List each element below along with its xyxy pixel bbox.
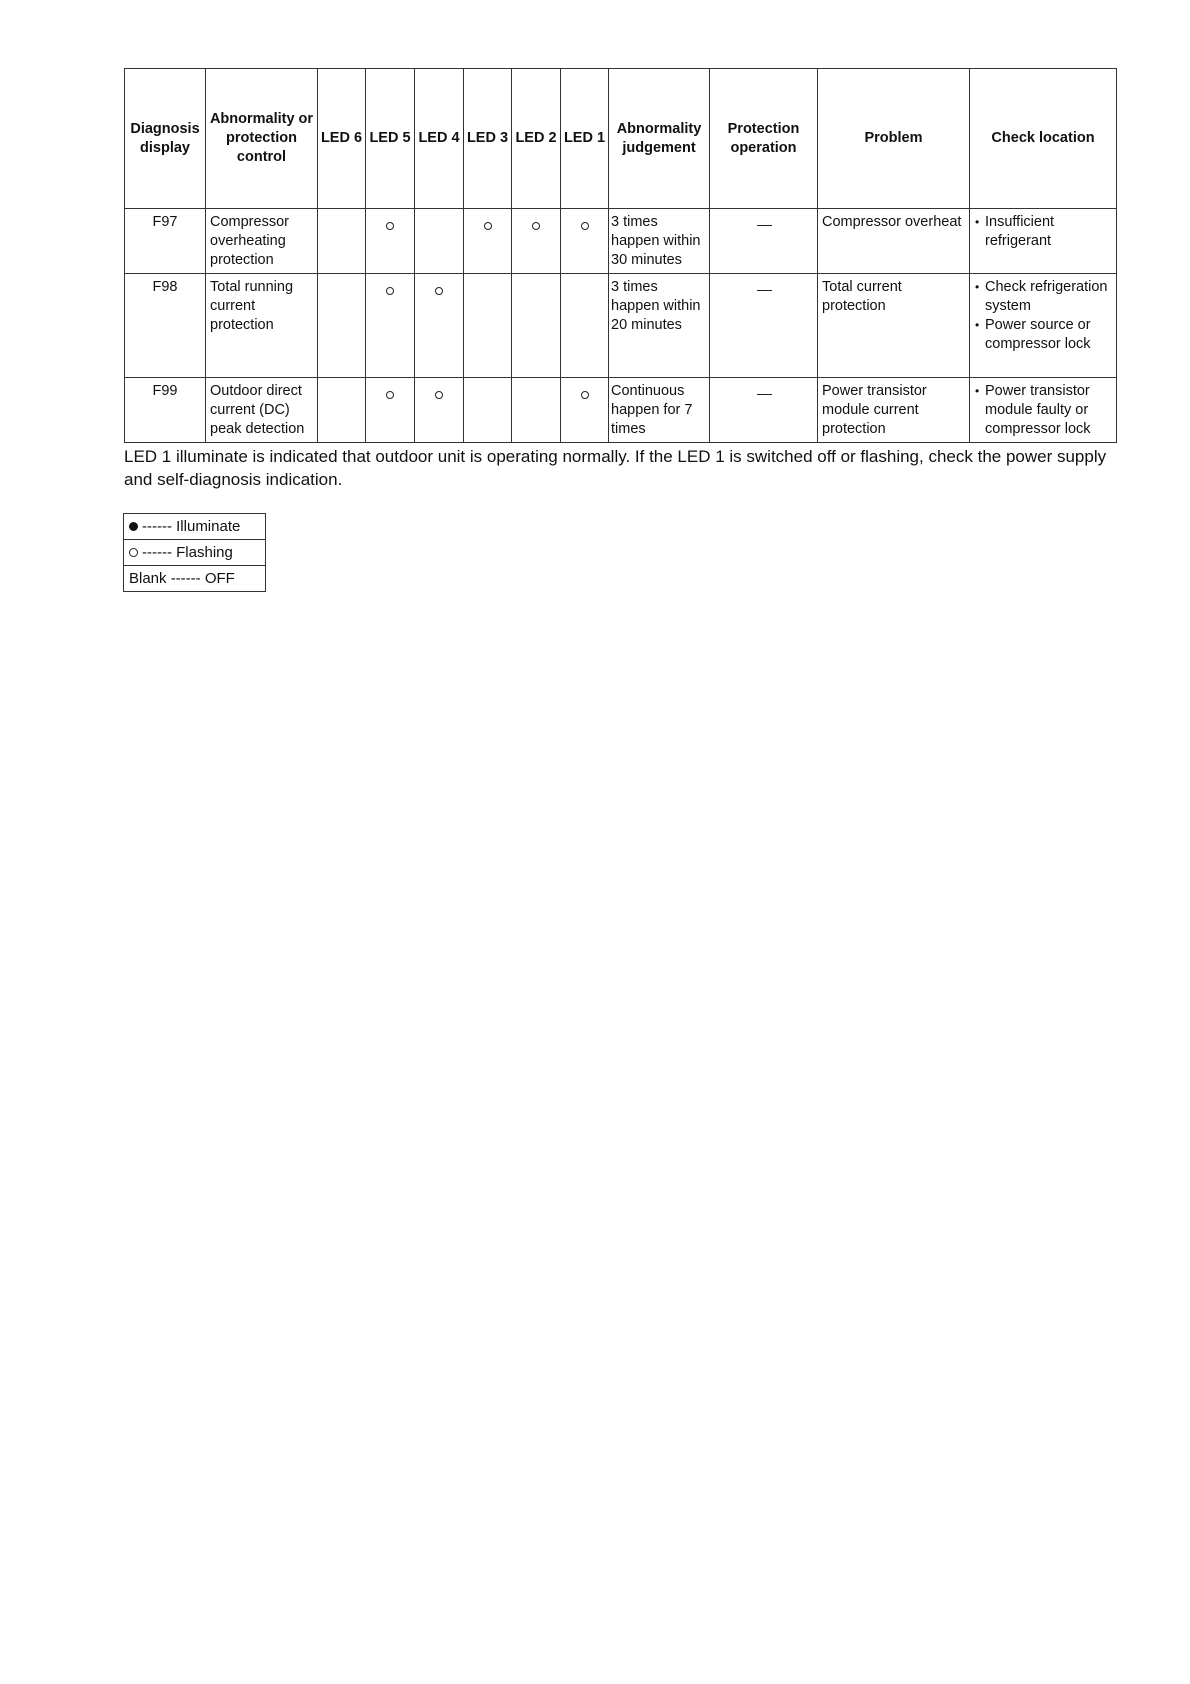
led-legend bbox=[123, 513, 266, 592]
check-item: • Power transistor module faulty or compressor lock bbox=[974, 382, 1113, 439]
check-item: • Check refrigeration system bbox=[974, 278, 1113, 316]
check-location-cell bbox=[970, 274, 1117, 378]
dash-icon bbox=[757, 225, 772, 226]
legend-illuminate-text: ------ Illuminate bbox=[142, 518, 241, 535]
header-judgement: Abnormality judgement bbox=[609, 69, 710, 209]
led5-cell bbox=[366, 274, 415, 378]
led5-cell bbox=[366, 209, 415, 274]
legend-row-flashing bbox=[124, 540, 266, 566]
led1-cell bbox=[561, 378, 609, 443]
protection-operation-cell bbox=[710, 274, 818, 378]
hollow-circle-icon bbox=[532, 222, 540, 230]
check-item: • Insufficient refrigerant bbox=[974, 213, 1113, 251]
dash-icon bbox=[757, 290, 772, 291]
judgement-text: 3 times happen within 20 minutes bbox=[609, 274, 710, 378]
judgement-text: 3 times happen within 30 minutes bbox=[609, 209, 710, 274]
hollow-circle-icon bbox=[386, 391, 394, 399]
header-led6: LED 6 bbox=[318, 69, 366, 209]
table-row bbox=[125, 274, 1117, 378]
header-led1: LED 1 bbox=[561, 69, 609, 209]
abnormality-text: Compressor overheating protection bbox=[206, 209, 318, 274]
led3-cell bbox=[464, 209, 512, 274]
led2-cell bbox=[512, 274, 561, 378]
check-item: • Power source or compressor lock bbox=[974, 316, 1113, 354]
header-check-location: Check location bbox=[970, 69, 1117, 209]
legend-flashing-text: ------ Flashing bbox=[142, 544, 233, 561]
dash-icon bbox=[757, 394, 772, 395]
led4-cell bbox=[415, 378, 464, 443]
judgement-text: Continuous happen for 7 times bbox=[609, 378, 710, 443]
led2-cell bbox=[512, 209, 561, 274]
hollow-circle-icon bbox=[386, 222, 394, 230]
check-list bbox=[974, 213, 1113, 251]
check-location-cell bbox=[970, 378, 1117, 443]
led4-cell bbox=[415, 209, 464, 274]
diagnosis-code: F98 bbox=[125, 274, 206, 378]
led3-cell bbox=[464, 274, 512, 378]
hollow-circle-icon bbox=[581, 222, 589, 230]
diagnosis-code: F97 bbox=[125, 209, 206, 274]
hollow-circle-icon bbox=[484, 222, 492, 230]
check-list bbox=[974, 382, 1113, 439]
protection-operation-cell bbox=[710, 209, 818, 274]
led5-cell bbox=[366, 378, 415, 443]
problem-text: Compressor overheat bbox=[818, 209, 970, 274]
protection-operation-cell bbox=[710, 378, 818, 443]
led3-cell bbox=[464, 378, 512, 443]
led2-cell bbox=[512, 378, 561, 443]
led1-cell bbox=[561, 209, 609, 274]
led6-cell bbox=[318, 274, 366, 378]
header-led5: LED 5 bbox=[366, 69, 415, 209]
legend-row-illuminate bbox=[124, 514, 266, 540]
header-protection-operation: Protection operation bbox=[710, 69, 818, 209]
abnormality-text: Total running current protection bbox=[206, 274, 318, 378]
header-led3: LED 3 bbox=[464, 69, 512, 209]
hollow-circle-icon bbox=[386, 287, 394, 295]
led1-cell bbox=[561, 274, 609, 378]
abnormality-text: Outdoor direct current (DC) peak detection bbox=[206, 378, 318, 443]
hollow-circle-icon bbox=[435, 391, 443, 399]
table-header-row bbox=[125, 69, 1117, 209]
diagnosis-table bbox=[124, 68, 1117, 443]
hollow-circle-icon bbox=[581, 391, 589, 399]
led6-cell bbox=[318, 209, 366, 274]
led-note-paragraph: LED 1 illuminate is indicated that outdoor unit is operating normally. If the LED 1 is switched off or flashing, check the power supply and self-diagnosis indication. bbox=[124, 447, 1107, 489]
legend-row-off bbox=[124, 566, 266, 592]
problem-text: Power transistor module current protection bbox=[818, 378, 970, 443]
hollow-circle-icon bbox=[129, 548, 138, 557]
led4-cell bbox=[415, 274, 464, 378]
header-led4: LED 4 bbox=[415, 69, 464, 209]
check-location-cell bbox=[970, 209, 1117, 274]
filled-circle-icon bbox=[129, 522, 138, 531]
header-abnormality: Abnormality or protection control bbox=[206, 69, 318, 209]
table-row bbox=[125, 378, 1117, 443]
header-problem: Problem bbox=[818, 69, 970, 209]
problem-text: Total current protection bbox=[818, 274, 970, 378]
check-list bbox=[974, 278, 1113, 354]
header-diagnosis-display: Diagnosis display bbox=[125, 69, 206, 209]
header-led2: LED 2 bbox=[512, 69, 561, 209]
led6-cell bbox=[318, 378, 366, 443]
legend-off-text: Blank ------ OFF bbox=[124, 566, 266, 592]
hollow-circle-icon bbox=[435, 287, 443, 295]
diagnosis-code: F99 bbox=[125, 378, 206, 443]
table-row bbox=[125, 209, 1117, 274]
